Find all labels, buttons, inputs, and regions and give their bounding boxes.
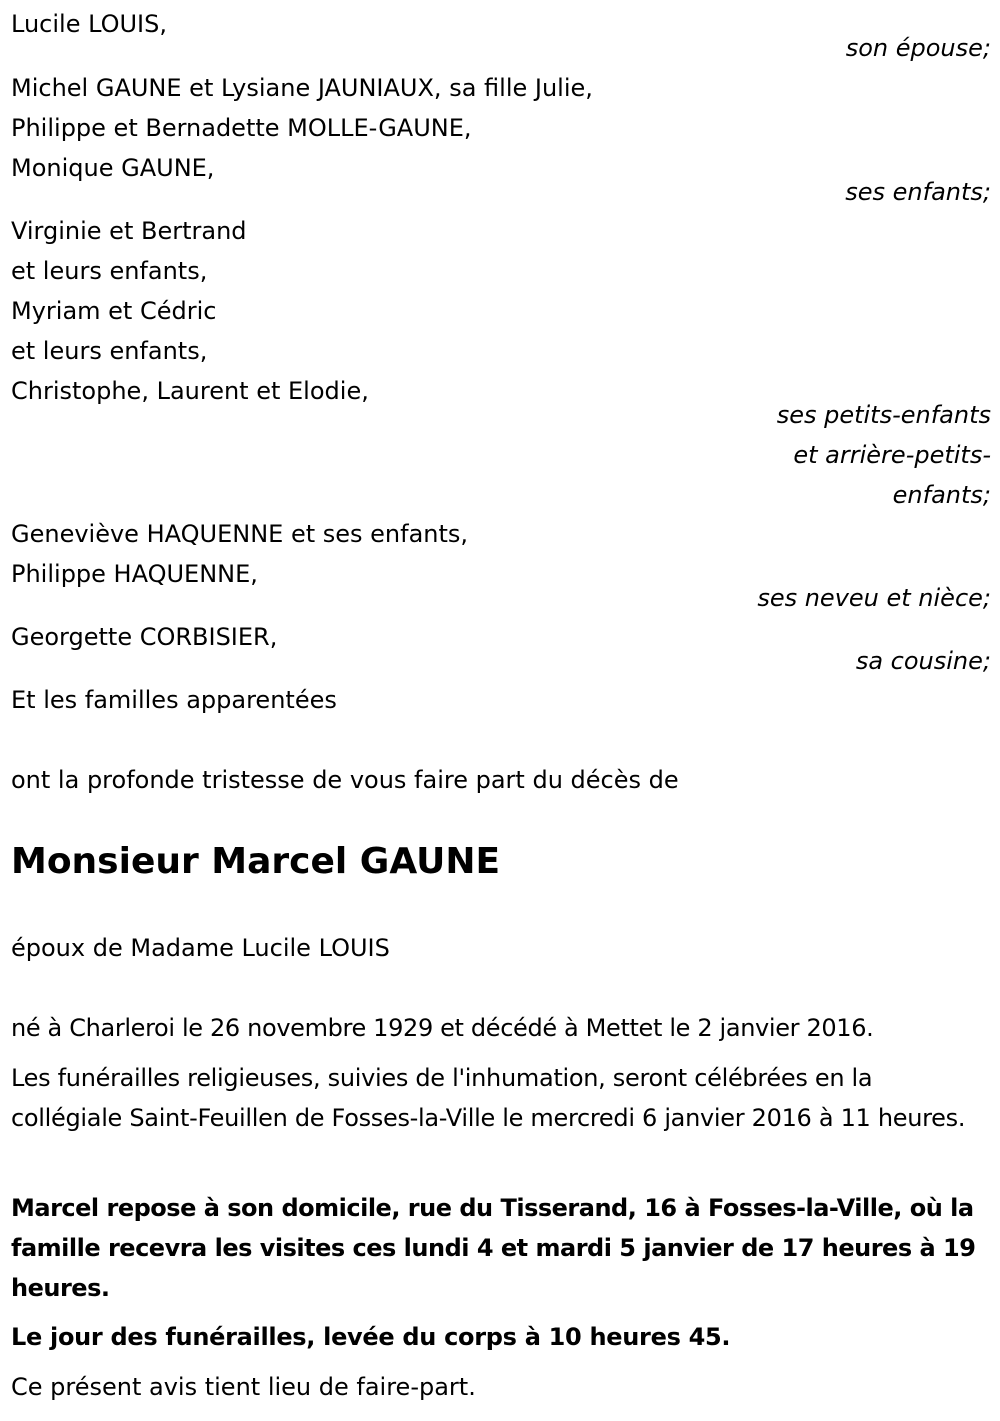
nephew-niece-role: ses neveu et nièce; — [757, 584, 991, 612]
nephew-niece-name: Geneviève HAQUENNE et ses enfants, — [11, 520, 469, 548]
spouse-line: époux de Madame Lucile LOUIS — [11, 934, 390, 962]
cousin-role: sa cousine; — [855, 647, 991, 675]
birth-death: né à Charleroi le 26 novembre 1929 et décédé à Mettet le 2 janvier 2016. — [11, 1014, 874, 1042]
cousin-section — [11, 617, 991, 681]
grandchild-name: Virginie et Bertrand — [11, 217, 247, 245]
cousin-name: Georgette CORBISIER, — [11, 623, 278, 651]
nephew-niece-section — [11, 514, 991, 618]
grandchildren-role-line: ses petits-enfants — [776, 401, 991, 429]
closing-note: Ce présent avis tient lieu de faire-part. — [11, 1373, 476, 1401]
departure-info: Le jour des funérailles, levée du corps à 10 heures 45. — [11, 1323, 731, 1351]
grandchildren-role-line: enfants; — [892, 481, 991, 509]
related-families: Et les familles apparentées — [11, 686, 337, 714]
announcement: ont la profonde tristesse de vous faire part du décès de — [11, 766, 679, 794]
funeral-info: Les funérailles religieuses, suivies de l'inhumation, seront célébrées en la collégiale Saint-Feuillen de Fosses-la-Ville le mercredi 6 janvier 2016 à 11 heures. — [11, 1064, 966, 1132]
grandchild-name: et leurs enfants, — [11, 257, 208, 285]
visitation-info: Marcel repose à son domicile, rue du Tisserand, 16 à Fosses-la-Ville, où la famille recevra les visites ces lundi 4 et mardi 5 janvier de 17 heures à 19 heures. — [11, 1194, 976, 1302]
grandchild-name: et leurs enfants, — [11, 337, 208, 365]
deceased-name: Monsieur Marcel GAUNE — [11, 841, 501, 882]
child-name: Monique GAUNE, — [11, 154, 215, 182]
children-section — [11, 68, 991, 212]
children-role: ses enfants; — [845, 178, 991, 206]
child-name: Philippe et Bernadette MOLLE-GAUNE, — [11, 114, 472, 142]
grandchild-name: Christophe, Laurent et Elodie, — [11, 377, 369, 405]
grandchildren-role-line: et arrière-petits- — [793, 441, 991, 469]
spouse-section — [11, 4, 991, 68]
grandchild-name: Myriam et Cédric — [11, 297, 217, 325]
spouse-role: son épouse; — [845, 34, 991, 62]
nephew-niece-name: Philippe HAQUENNE, — [11, 560, 258, 588]
grandchildren-section — [11, 211, 991, 515]
spouse-name: Lucile LOUIS, — [11, 10, 167, 38]
child-name: Michel GAUNE et Lysiane JAUNIAUX, sa fille Julie, — [11, 74, 593, 102]
